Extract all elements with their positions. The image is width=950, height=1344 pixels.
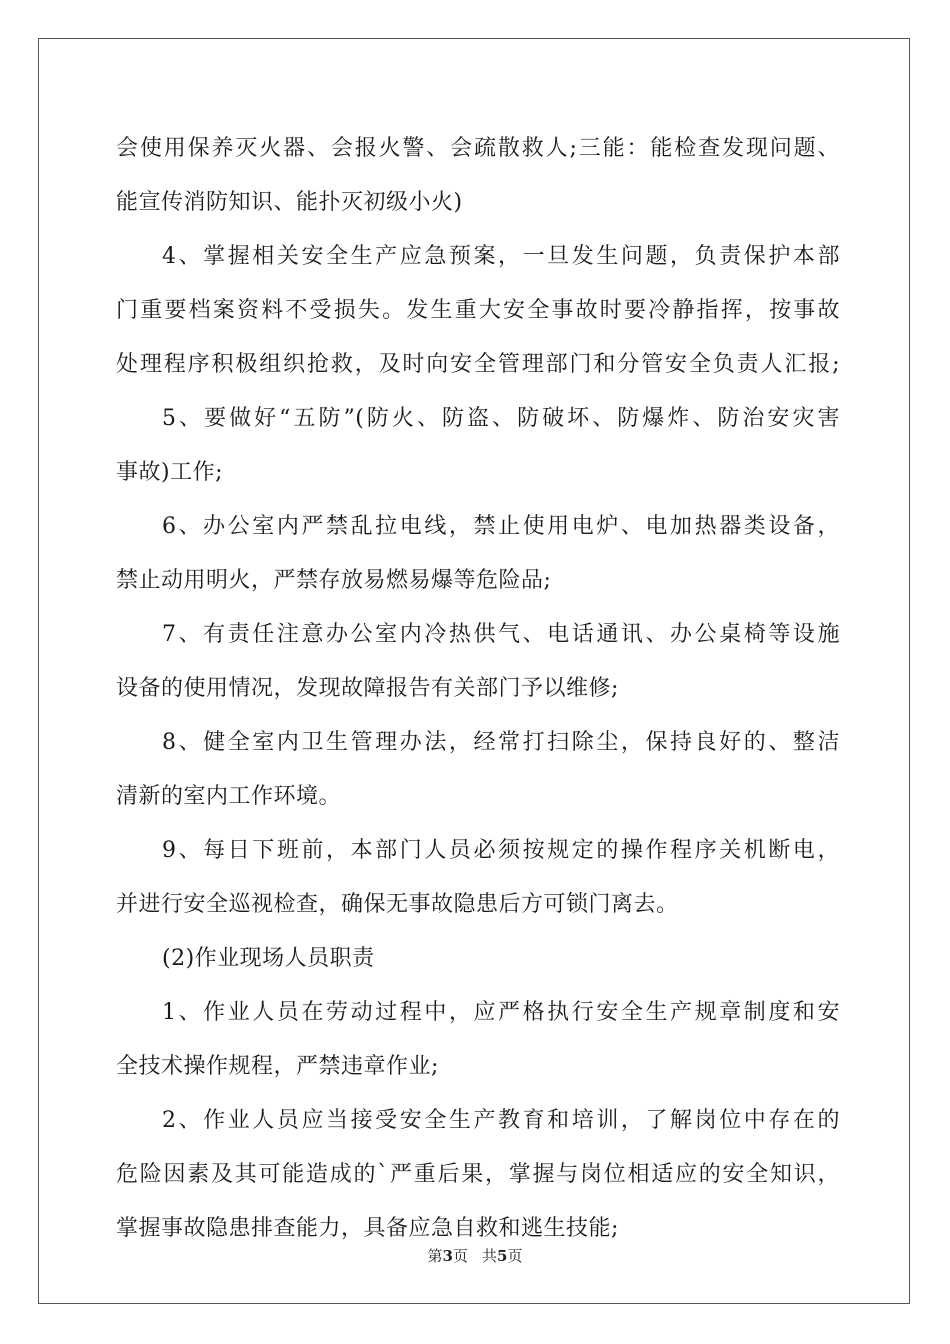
total-unit: 页 bbox=[507, 1247, 523, 1265]
text-line: 清新的室内工作环境。 bbox=[116, 784, 342, 809]
text-line: 处理程序积极组织抢救，及时向安全管理部门和分管安全负责人汇报; bbox=[116, 352, 840, 377]
text-line: 门重要档案资料不受损失。发生重大安全事故时要冷静指挥，按事故 bbox=[116, 298, 840, 323]
text-line: 禁止动用明火，严禁存放易燃易爆等危险品; bbox=[116, 568, 552, 593]
text-line: 设备的使用情况，发现故障报告有关部门予以维修; bbox=[116, 676, 619, 701]
paragraph-start-8: 8、健全室内卫生管理办法，经常打扫除尘，保持良好的、整洁 bbox=[162, 730, 840, 755]
text-line: 危险因素及其可能造成的`严重后果，掌握与岗位相适应的安全知识， bbox=[116, 1162, 840, 1187]
paragraph-start-7: 7、有责任注意办公室内冷热供气、电话通讯、办公桌椅等设施 bbox=[162, 622, 840, 647]
current-page-number: 3 bbox=[442, 1247, 453, 1265]
page-footer bbox=[0, 1246, 950, 1266]
text-line: 能宣传消防知识、能扑灭初级小火) bbox=[116, 190, 463, 215]
page-prefix: 第 bbox=[427, 1247, 443, 1265]
paragraph-start-6: 6、办公室内严禁乱拉电线，禁止使用电炉、电加热器类设备， bbox=[162, 514, 840, 539]
text-line: 并进行安全巡视检查，确保无事故隐患后方可锁门离去。 bbox=[116, 892, 679, 917]
text-line: 会使用保养灭火器、会报火警、会疏散救人;三能：能检查发现问题、 bbox=[116, 136, 840, 161]
text-line: 全技术操作规程，严禁违章作业; bbox=[116, 1054, 439, 1079]
total-page-number: 5 bbox=[497, 1247, 508, 1265]
paragraph-start-1: 1、作业人员在劳动过程中，应严格执行安全生产规章制度和安 bbox=[162, 1000, 840, 1025]
paragraph-start-2: 2、作业人员应当接受安全生产教育和培训，了解岗位中存在的 bbox=[162, 1108, 840, 1133]
text-line: 事故)工作; bbox=[116, 460, 223, 485]
total-prefix: 共 bbox=[482, 1247, 498, 1265]
section-heading: (2)作业现场人员职责 bbox=[162, 946, 375, 971]
page-unit: 页 bbox=[452, 1247, 468, 1265]
paragraph-start-9: 9、每日下班前，本部门人员必须按规定的操作程序关机断电， bbox=[162, 838, 840, 863]
paragraph-start-5: 5、要做好“五防”(防火、防盗、防破坏、防爆炸、防治安灾害 bbox=[162, 406, 840, 431]
paragraph-start-4: 4、掌握相关安全生产应急预案，一旦发生问题，负责保护本部 bbox=[162, 244, 840, 269]
text-line: 掌握事故隐患排查能力，具备应急自救和逃生技能; bbox=[116, 1216, 619, 1241]
document-body bbox=[116, 122, 840, 1256]
